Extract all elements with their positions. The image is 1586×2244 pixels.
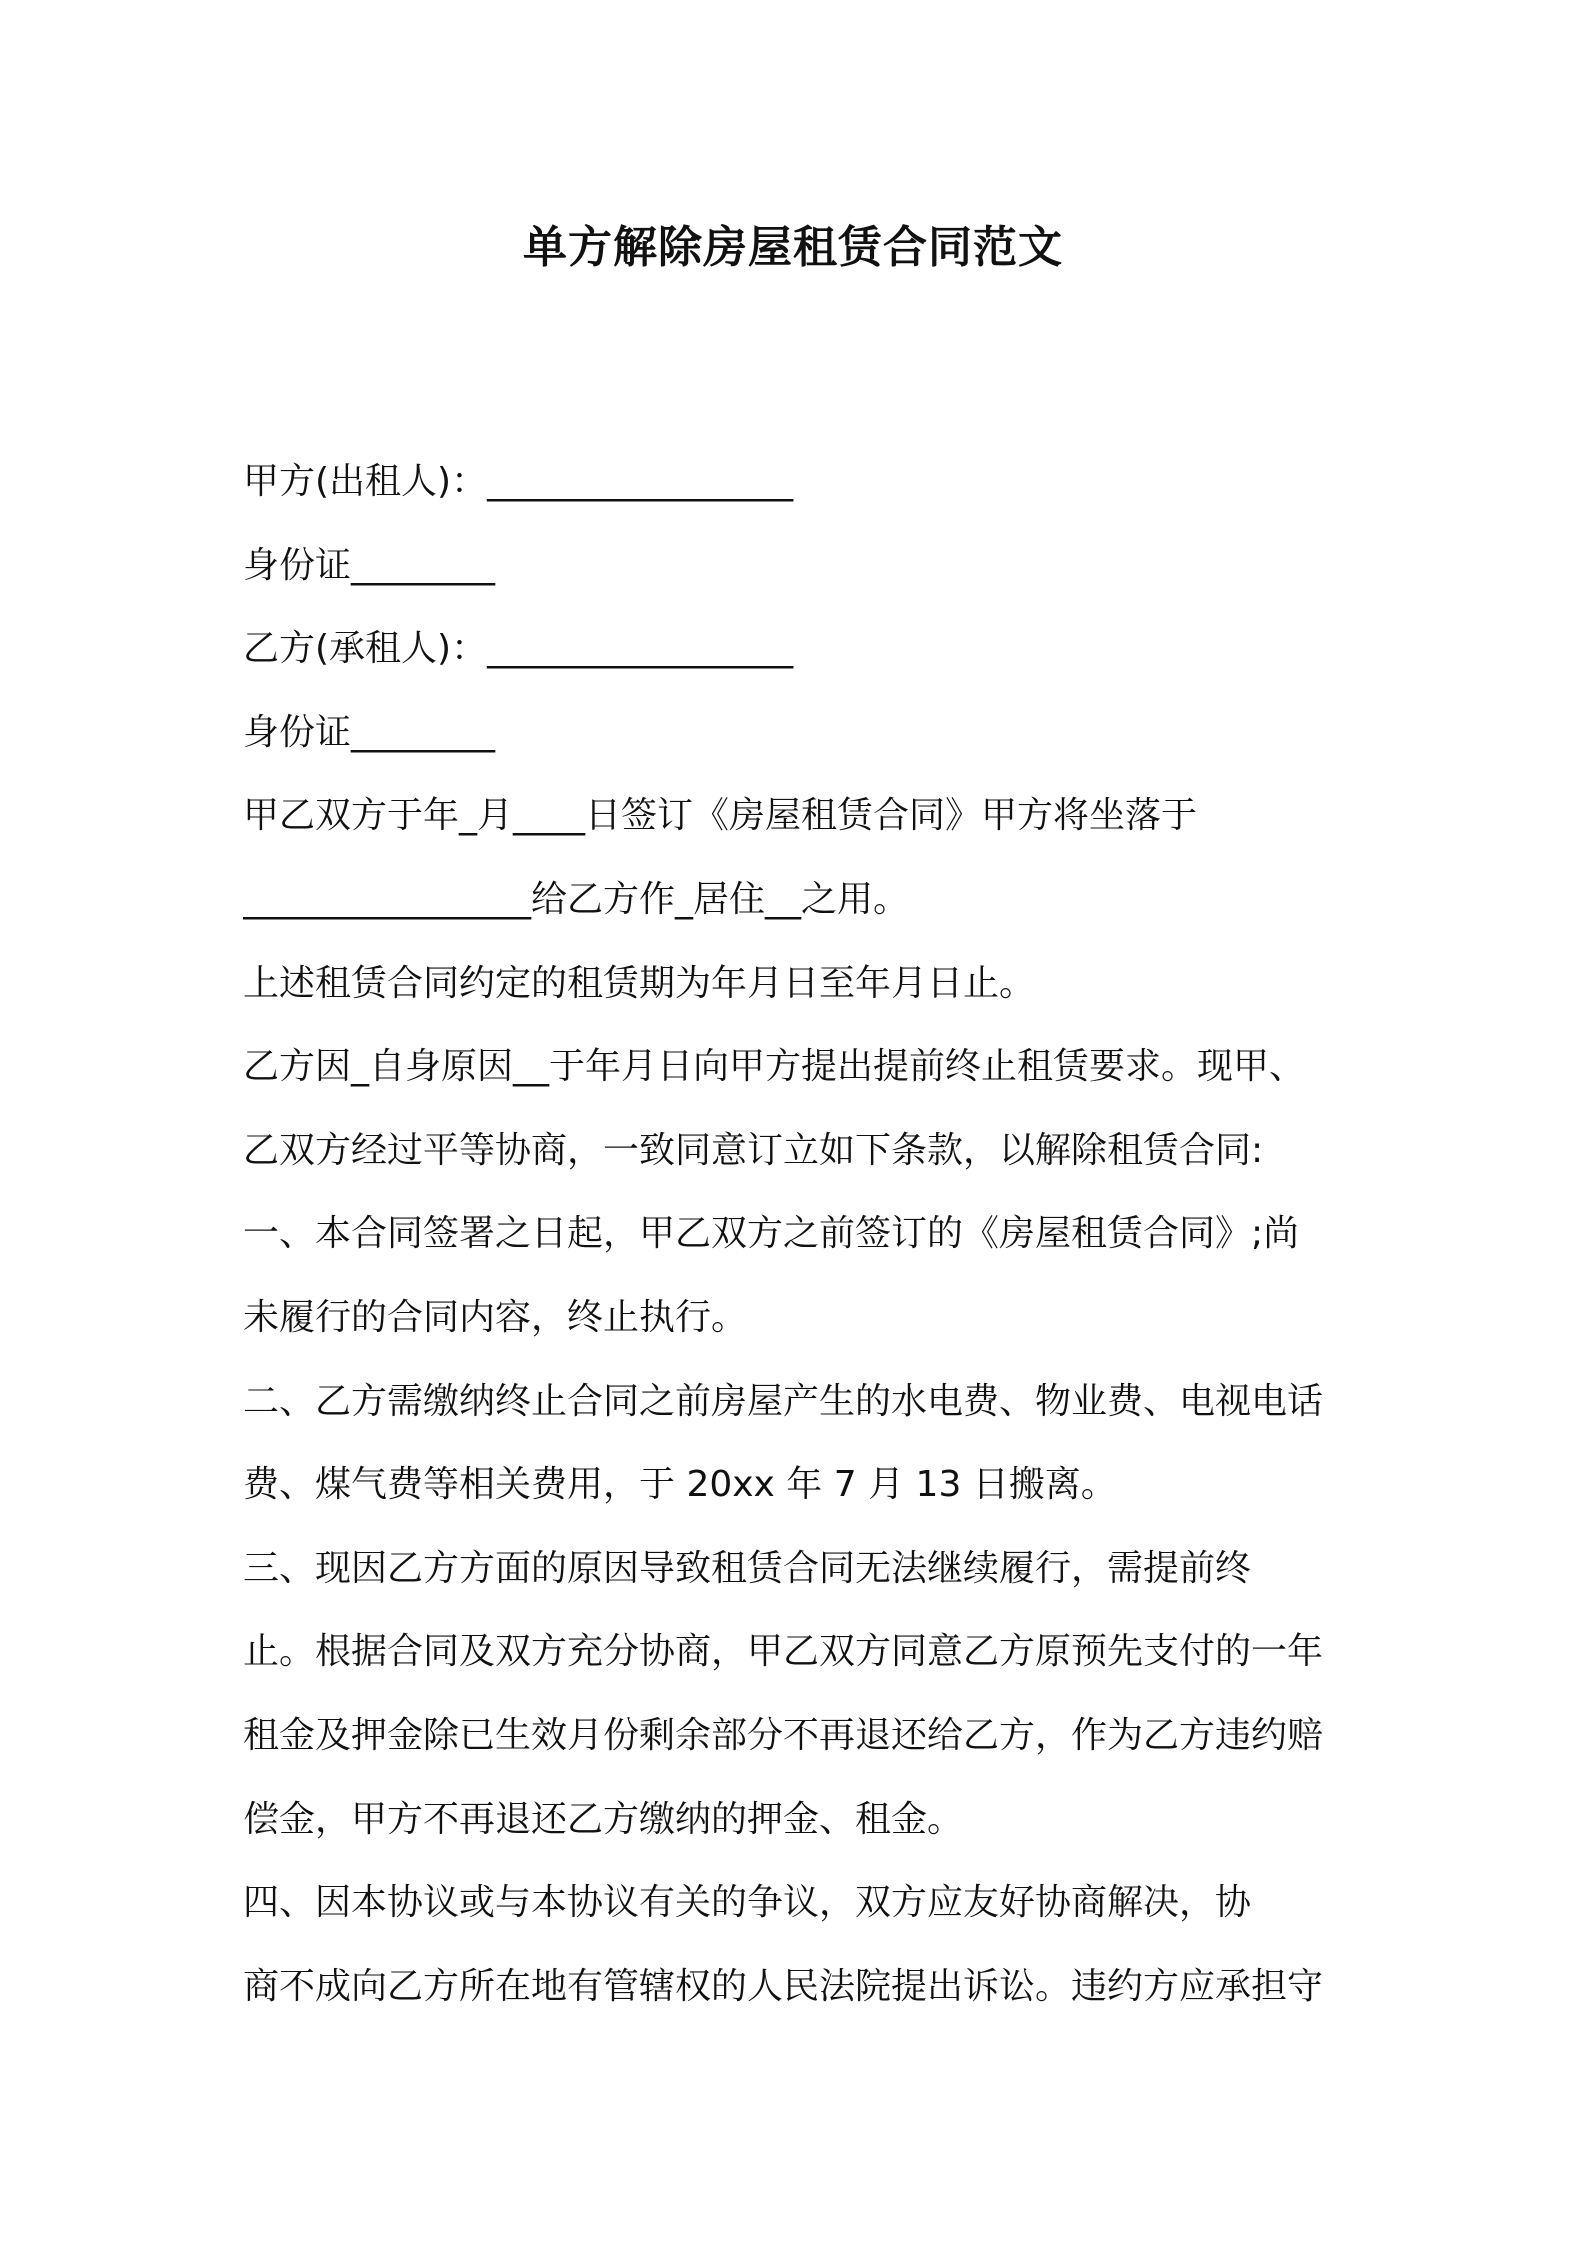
clause-3-line: 止。根据合同及双方充分协商，甲乙双方同意乙方原预先支付的一年	[243, 1631, 1324, 1673]
party-a-line: 甲方(出租人)：_________________	[243, 461, 794, 502]
paragraph-line: 上述租赁合同约定的租赁期为年月日至年月日止。	[243, 962, 1036, 1004]
clause-4-line: 商不成向乙方所在地有管辖权的人民法院提出诉讼。违约方应承担守	[243, 1965, 1324, 2007]
clause-3-line: 三、现因乙方方面的原因导致租赁合同无法继续履行，需提前终	[243, 1547, 1252, 1589]
party-b-id-line: 身份证________	[243, 711, 496, 753]
document-title: 单方解除房屋租赁合同范文	[523, 222, 1063, 273]
clause-1-line: 一、本合同签署之日起，甲乙双方之前签订的《房屋租赁合同》;尚	[243, 1213, 1300, 1255]
clause-2-line: 费、煤气费等相关费用，于 20xx 年 7 月 13 日搬离。	[243, 1464, 1117, 1506]
party-a-id-line: 身份证________	[243, 544, 496, 586]
clause-3-line: 租金及押金除已生效月份剩余部分不再退还给乙方，作为乙方违约赔	[243, 1714, 1324, 1756]
clause-1-line: 未履行的合同内容，终止执行。	[243, 1296, 748, 1338]
clause-2-line: 二、乙方需缴纳终止合同之前房屋产生的水电费、物业费、电视电话	[243, 1380, 1324, 1422]
clause-4-line: 四、因本协议或与本协议有关的争议，双方应友好协商解决，协	[243, 1882, 1252, 1924]
paragraph-line: ________________给乙方作_居住__之用。	[243, 878, 910, 920]
paragraph-line: 甲乙双方于年_月____日签订《房屋租赁合同》甲方将坐落于	[243, 795, 1198, 837]
paragraph-line: 乙双方经过平等协商，一致同意订立如下条款，以解除租赁合同:	[243, 1129, 1264, 1171]
document-body	[243, 452, 1363, 2040]
clause-3-line: 偿金，甲方不再退还乙方缴纳的押金、租金。	[243, 1798, 964, 1840]
party-b-line: 乙方(承租人)：_________________	[243, 628, 794, 670]
paragraph-line: 乙方因_自身原因__于年月日向甲方提出提前终止租赁要求。现甲、	[243, 1046, 1306, 1088]
